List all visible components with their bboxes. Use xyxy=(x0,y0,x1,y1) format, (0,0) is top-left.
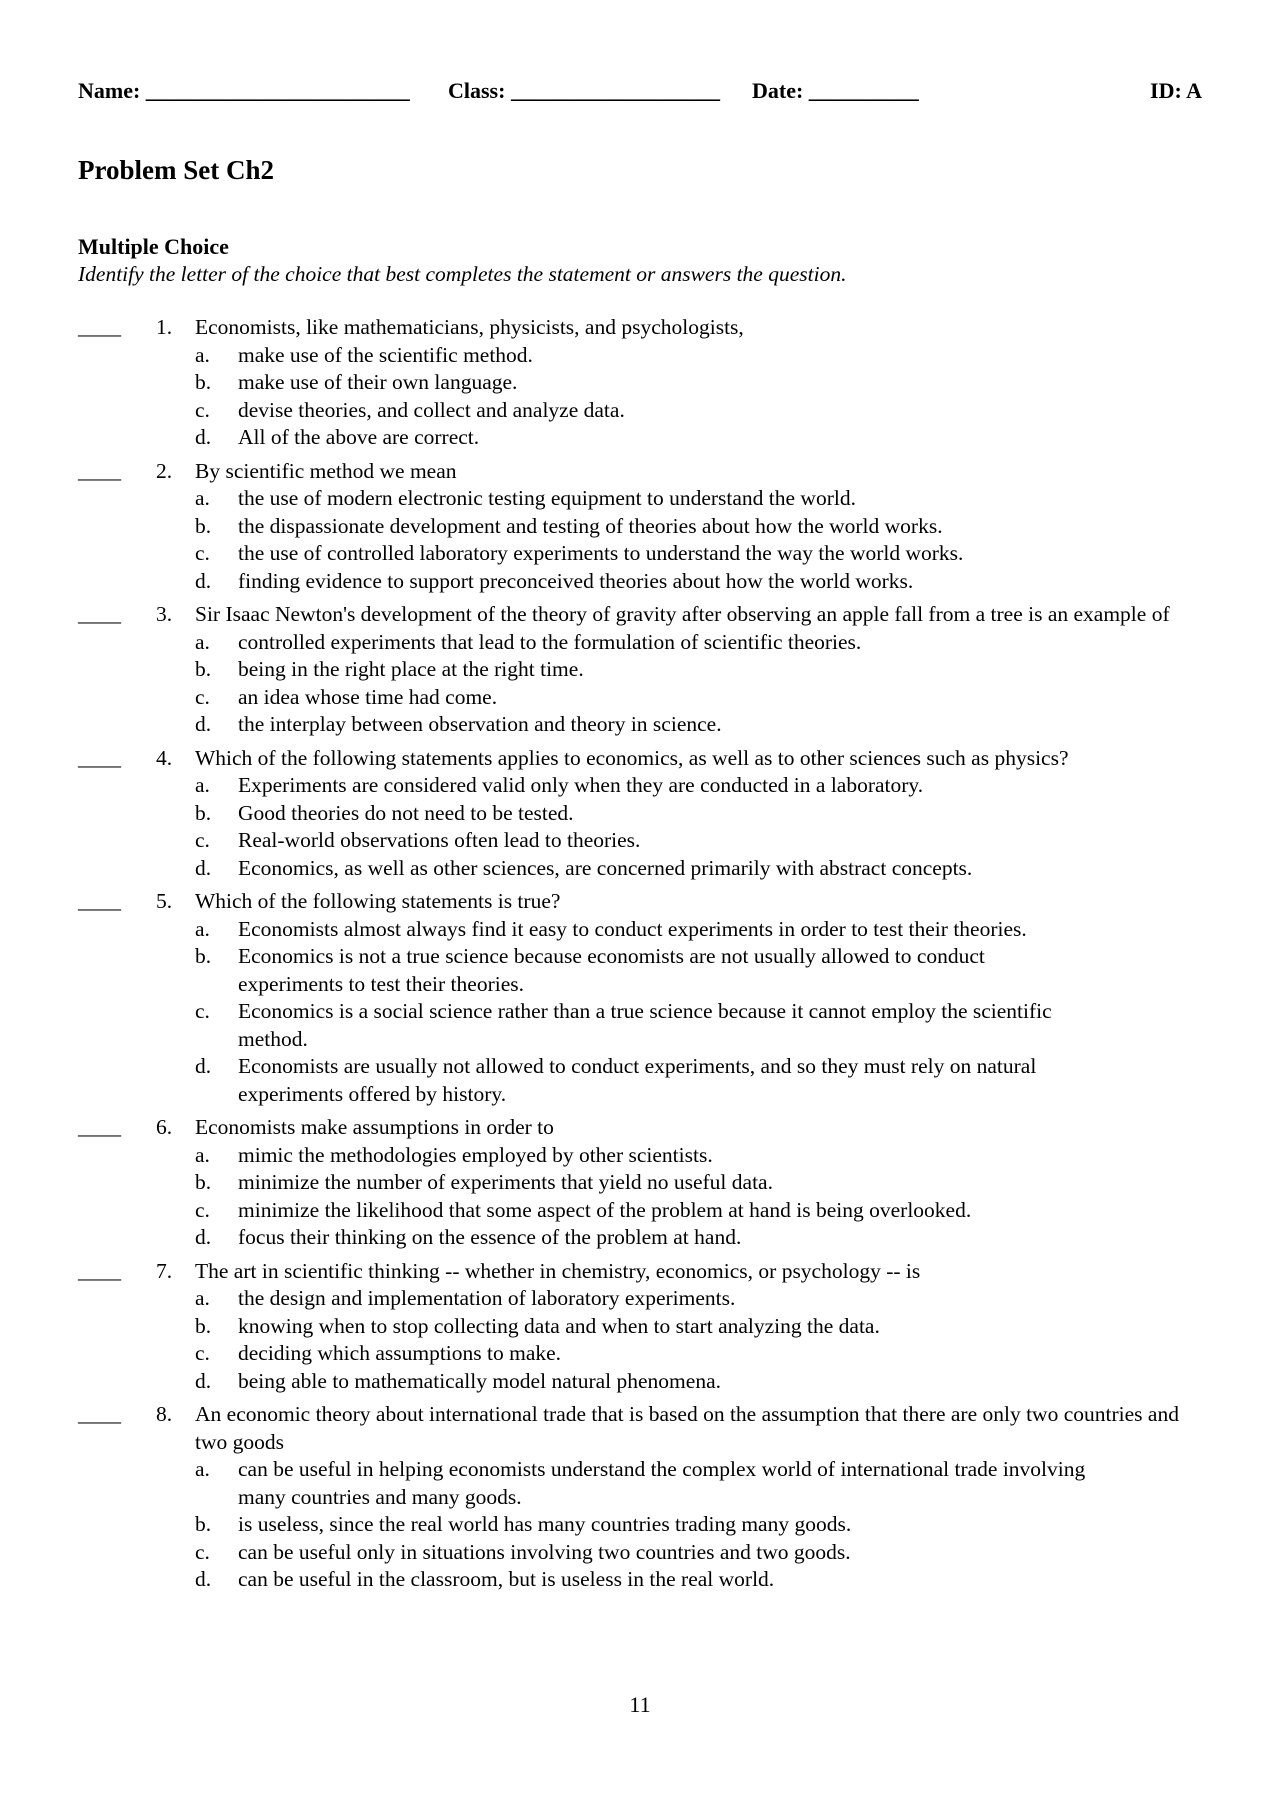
choice-text: the dispassionate development and testing of theories about how the world works. xyxy=(238,513,943,538)
name-field-label: Name: ________________________ xyxy=(78,78,410,103)
choice-letter: c. xyxy=(195,1539,210,1564)
question-2 xyxy=(78,458,1202,596)
choice-a xyxy=(195,1285,1202,1313)
choice-c xyxy=(195,540,1202,568)
question-number: 7. xyxy=(156,1258,173,1283)
question-1 xyxy=(78,314,1202,452)
date-field-label: Date: __________ xyxy=(752,78,919,103)
student-info-header xyxy=(78,78,1202,108)
question-stem: An economic theory about international trade that is based on the assumption that there are only two countries and two goods xyxy=(195,1402,1179,1454)
question-stem: Which of the following statements is true? xyxy=(195,889,561,913)
choice-a xyxy=(195,342,1202,370)
choice-d xyxy=(195,855,1202,883)
question-number: 5. xyxy=(156,889,173,913)
choice-c xyxy=(195,1539,1202,1567)
choice-d xyxy=(195,424,1202,452)
question-number: 2. xyxy=(156,458,173,483)
choice-letter: b. xyxy=(195,1313,212,1338)
choice-letter: b. xyxy=(195,944,212,968)
question-stem: Which of the following statements applies to economics, as well as to other sciences such as physics? xyxy=(195,745,1069,770)
choice-d xyxy=(195,1224,1202,1252)
question-stem: The art in scientific thinking -- whether in chemistry, economics, or psychology -- is xyxy=(195,1258,921,1283)
question-3 xyxy=(78,601,1202,739)
choice-text: the interplay between observation and theory in science. xyxy=(238,712,722,736)
choice-text: mimic the methodologies employed by other scientists. xyxy=(238,1142,713,1167)
choice-letter: d. xyxy=(195,1225,212,1249)
question-5 xyxy=(78,888,1202,1108)
question-7 xyxy=(78,1258,1202,1396)
choice-b xyxy=(195,800,1202,828)
choice-letter: a. xyxy=(195,1142,210,1167)
section-heading: Multiple Choice xyxy=(78,234,229,259)
choice-letter: b. xyxy=(195,1512,212,1536)
choice-letter: d. xyxy=(195,1054,212,1078)
choice-text: devise theories, and collect and analyze data. xyxy=(238,397,625,422)
choice-d xyxy=(195,568,1202,596)
question-4 xyxy=(78,745,1202,883)
choice-letter: a. xyxy=(195,1286,210,1310)
choice-text: deciding which assumptions to make. xyxy=(238,1341,562,1365)
choice-text: finding evidence to support preconceived theories about how the world works. xyxy=(238,568,914,593)
choice-c xyxy=(195,998,1202,1053)
page-title: Problem Set Ch2 xyxy=(78,155,274,185)
choice-letter: a. xyxy=(195,1457,210,1481)
choice-letter: c. xyxy=(195,1341,210,1365)
choice-c xyxy=(195,684,1202,712)
choice-letter: b. xyxy=(195,657,212,681)
answer-blank: ____ xyxy=(78,1115,121,1139)
choice-letter: c. xyxy=(195,541,210,565)
choice-letter: a. xyxy=(195,916,210,941)
choice-b xyxy=(195,656,1202,684)
choice-text: Experiments are considered valid only when they are conducted in a laboratory. xyxy=(238,773,924,797)
choice-text: the use of modern electronic testing equipment to understand the world. xyxy=(238,486,856,510)
choice-letter: b. xyxy=(195,513,212,538)
choice-letter: c. xyxy=(195,1197,210,1222)
choice-letter: b. xyxy=(195,1170,212,1194)
choice-c xyxy=(195,1197,1202,1225)
choice-text: Good theories do not need to be tested. xyxy=(238,800,574,825)
choice-letter: d. xyxy=(195,1567,212,1591)
choice-text: being in the right place at the right time. xyxy=(238,657,584,681)
choice-letter: d. xyxy=(195,712,212,736)
question-number: 8. xyxy=(156,1402,173,1426)
choice-a xyxy=(195,485,1202,513)
choice-text: Economists are usually not allowed to conduct experiments, and so they must rely on natural experiments offered by history. xyxy=(238,1054,1037,1106)
choice-c xyxy=(195,1340,1202,1368)
choice-text: is useless, since the real world has many countries trading many goods. xyxy=(238,1512,852,1536)
choice-a xyxy=(195,1456,1202,1511)
question-stem: Economists, like mathematicians, physicists, and psychologists, xyxy=(195,315,744,339)
choice-b xyxy=(195,369,1202,397)
choice-text: the use of controlled laboratory experiments to understand the way the world works. xyxy=(238,541,964,565)
choice-letter: b. xyxy=(195,800,212,825)
choice-letter: d. xyxy=(195,425,212,449)
answer-blank: ____ xyxy=(78,315,121,339)
choice-letter: a. xyxy=(195,486,210,510)
choice-letter: a. xyxy=(195,342,210,367)
choice-text: can be useful only in situations involving two countries and two goods. xyxy=(238,1539,851,1564)
choice-letter: c. xyxy=(195,999,210,1023)
choice-b xyxy=(195,1313,1202,1341)
choice-text: Economics is a social science rather than a true science because it cannot employ the scientific method. xyxy=(238,999,1052,1051)
choice-text: Real-world observations often lead to theories. xyxy=(238,828,641,852)
choice-letter: a. xyxy=(195,629,210,654)
class-field-label: Class: ___________________ xyxy=(448,78,720,103)
choice-text: make use of the scientific method. xyxy=(238,342,533,367)
answer-blank: ____ xyxy=(78,458,121,483)
answer-blank: ____ xyxy=(78,1258,121,1283)
choice-text: can be useful in the classroom, but is useless in the real world. xyxy=(238,1567,775,1591)
choice-text: Economics is not a true science because economists are not usually allowed to conduct experiments to test their theories. xyxy=(238,944,985,996)
question-number: 1. xyxy=(156,315,173,339)
choice-c xyxy=(195,397,1202,425)
choice-letter: c. xyxy=(195,828,210,852)
question-8 xyxy=(78,1401,1202,1594)
choice-text: minimize the number of experiments that yield no useful data. xyxy=(238,1170,773,1194)
choice-text: All of the above are correct. xyxy=(238,425,480,449)
choice-text: focus their thinking on the essence of the problem at hand. xyxy=(238,1225,742,1249)
question-stem: Sir Isaac Newton's development of the theory of gravity after observing an apple fall from a tree is an example of xyxy=(195,602,1170,626)
answer-blank: ____ xyxy=(78,602,121,626)
choice-letter: d. xyxy=(195,1368,212,1393)
answer-blank: ____ xyxy=(78,745,121,770)
question-number: 3. xyxy=(156,602,173,626)
choice-d xyxy=(195,1368,1202,1396)
choice-text: being able to mathematically model natural phenomena. xyxy=(238,1368,721,1393)
choice-letter: a. xyxy=(195,773,210,797)
choice-a xyxy=(195,916,1202,944)
choice-a xyxy=(195,772,1202,800)
choice-letter: b. xyxy=(195,370,212,394)
choice-letter: c. xyxy=(195,684,210,709)
choice-a xyxy=(195,1142,1202,1170)
choice-d xyxy=(195,1053,1202,1108)
question-number: 4. xyxy=(156,745,173,770)
question-stem: Economists make assumptions in order to xyxy=(195,1115,554,1139)
choice-d xyxy=(195,1566,1202,1594)
test-id-label: ID: A xyxy=(1150,78,1202,103)
choice-b xyxy=(195,943,1202,998)
choice-text: the design and implementation of laboratory experiments. xyxy=(238,1286,736,1310)
choice-d xyxy=(195,711,1202,739)
question-list xyxy=(78,314,1202,1600)
answer-blank: ____ xyxy=(78,1402,121,1426)
choice-text: Economists almost always find it easy to conduct experiments in order to test their theories. xyxy=(238,916,1027,941)
page-number: 11 xyxy=(629,1692,651,1717)
choice-text: can be useful in helping economists understand the complex world of international trade involving many countries and many goods. xyxy=(238,1457,1086,1509)
choice-letter: d. xyxy=(195,568,212,593)
choice-b xyxy=(195,1511,1202,1539)
choice-text: an idea whose time had come. xyxy=(238,684,498,709)
choice-c xyxy=(195,827,1202,855)
choice-text: minimize the likelihood that some aspect of the problem at hand is being overlooked. xyxy=(238,1197,972,1222)
answer-blank: ____ xyxy=(78,889,121,913)
question-6 xyxy=(78,1114,1202,1252)
choice-letter: c. xyxy=(195,397,210,422)
choice-b xyxy=(195,513,1202,541)
choice-text: Economics, as well as other sciences, are concerned primarily with abstract concepts. xyxy=(238,855,973,880)
section-instructions: Identify the letter of the choice that best completes the statement or answers the question. xyxy=(78,262,847,286)
question-stem: By scientific method we mean xyxy=(195,458,457,483)
choice-text: make use of their own language. xyxy=(238,370,518,394)
choice-b xyxy=(195,1169,1202,1197)
choice-a xyxy=(195,629,1202,657)
question-number: 6. xyxy=(156,1115,173,1139)
choice-letter: d. xyxy=(195,855,212,880)
choice-text: knowing when to stop collecting data and when to start analyzing the data. xyxy=(238,1313,880,1338)
choice-text: controlled experiments that lead to the formulation of scientific theories. xyxy=(238,629,862,654)
